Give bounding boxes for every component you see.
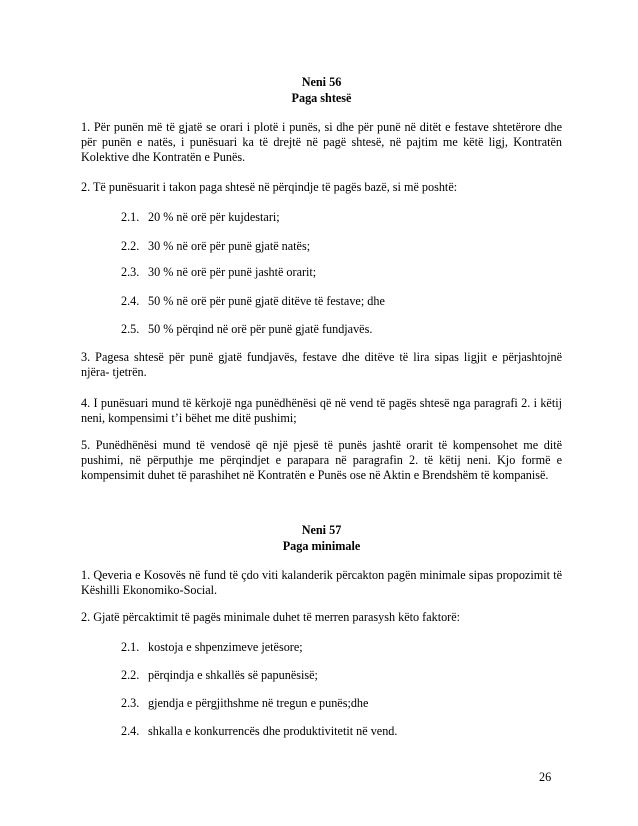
list-item <box>121 265 316 280</box>
list-item <box>121 210 280 225</box>
list-item-text: 30 % në orë për punë gjatë natës; <box>148 239 311 253</box>
list-item-number: 2.2. <box>121 668 140 682</box>
list-item-text: shkalla e konkurrencës dhe produktivitetit në vend. <box>148 724 398 738</box>
list-item-text: përqindja e shkallës së papunësisë; <box>148 668 318 682</box>
list-item-text: kostoja e shpenzimeve jetësore; <box>148 640 303 654</box>
list-item <box>121 294 385 309</box>
list-item-number: 2.2. <box>121 239 140 253</box>
list-item-text: 50 % në orë për punë gjatë ditëve të festave; dhe <box>148 294 385 308</box>
list-item <box>121 239 310 254</box>
list-item <box>121 640 303 655</box>
article-56-paragraph-3: 3. Pagesa shtesë për punë gjatë fundjavës, festave dhe ditëve të lira sipas ligjit e përjashtojnë njëra- tjetrën. <box>81 350 562 379</box>
list-item-number: 2.3. <box>121 696 140 710</box>
article-57-paragraph-1: 1. Qeveria e Kosovës në fund të çdo viti kalanderik përcakton pagën minimale sipas propozimit të Këshilli Ekonomiko-Social. <box>81 568 562 597</box>
list-item-number: 2.4. <box>121 294 140 308</box>
list-item <box>121 668 318 683</box>
article-56-title: Neni 56 <box>301 75 342 89</box>
list-item <box>121 696 368 711</box>
article-56-paragraph-4: 4. I punësuari mund të kërkojë nga punëdhënësi që në vend të pagës shtesë nga paragrafi 2. i këtij neni, kompensimi t’i bëhet me ditë pushimi; <box>81 396 562 425</box>
article-56-paragraph-5: 5. Punëdhënësi mund të vendosë që një pjesë të punës jashtë orarit të kompensohet me ditë pushimi, në përputhje me përqindjet e parapara në paragrafin 2. të këtij neni. Kjo formë e kompensimit duhet të parashihet në Kontratën e Punës ose në Aktin e Brendshëm të kompanisë. <box>81 438 562 482</box>
article-56-subtitle: Paga shtesë <box>291 91 352 105</box>
list-item-text: gjendja e përgjithshme në tregun e punës;dhe <box>148 696 369 710</box>
list-item-number: 2.1. <box>121 210 140 224</box>
article-56-paragraph-1: 1. Për punën më të gjatë se orari i plotë i punës, si dhe për punë në ditët e festave shtetërore dhe për punën e natës, i punësuari ka të drejtë në pagë shtesë, në pajtim me këtë ligj, Kontratën Kolektive dhe Kontratën e Punës. <box>81 120 562 164</box>
article-56-paragraph-2: 2. Të punësuarit i takon paga shtesë në përqindje të pagës bazë, si më poshtë: <box>81 180 458 194</box>
list-item <box>121 724 397 739</box>
page-number: 26 <box>539 770 552 784</box>
list-item-number: 2.4. <box>121 724 140 738</box>
list-item-number: 2.5. <box>121 322 140 336</box>
article-57-title: Neni 57 <box>301 523 342 537</box>
list-item-text: 30 % në orë për punë jashtë orarit; <box>148 265 317 279</box>
list-item-number: 2.3. <box>121 265 140 279</box>
list-item-text: 20 % në orë për kujdestari; <box>148 210 280 224</box>
list-item-text: 50 % përqind në orë për punë gjatë fundjavës. <box>148 322 373 336</box>
article-57-paragraph-2: 2. Gjatë përcaktimit të pagës minimale duhet të merren parasysh këto faktorë: <box>81 610 461 624</box>
list-item <box>121 322 372 337</box>
list-item-number: 2.1. <box>121 640 140 654</box>
article-57-subtitle: Paga minimale <box>282 539 361 553</box>
